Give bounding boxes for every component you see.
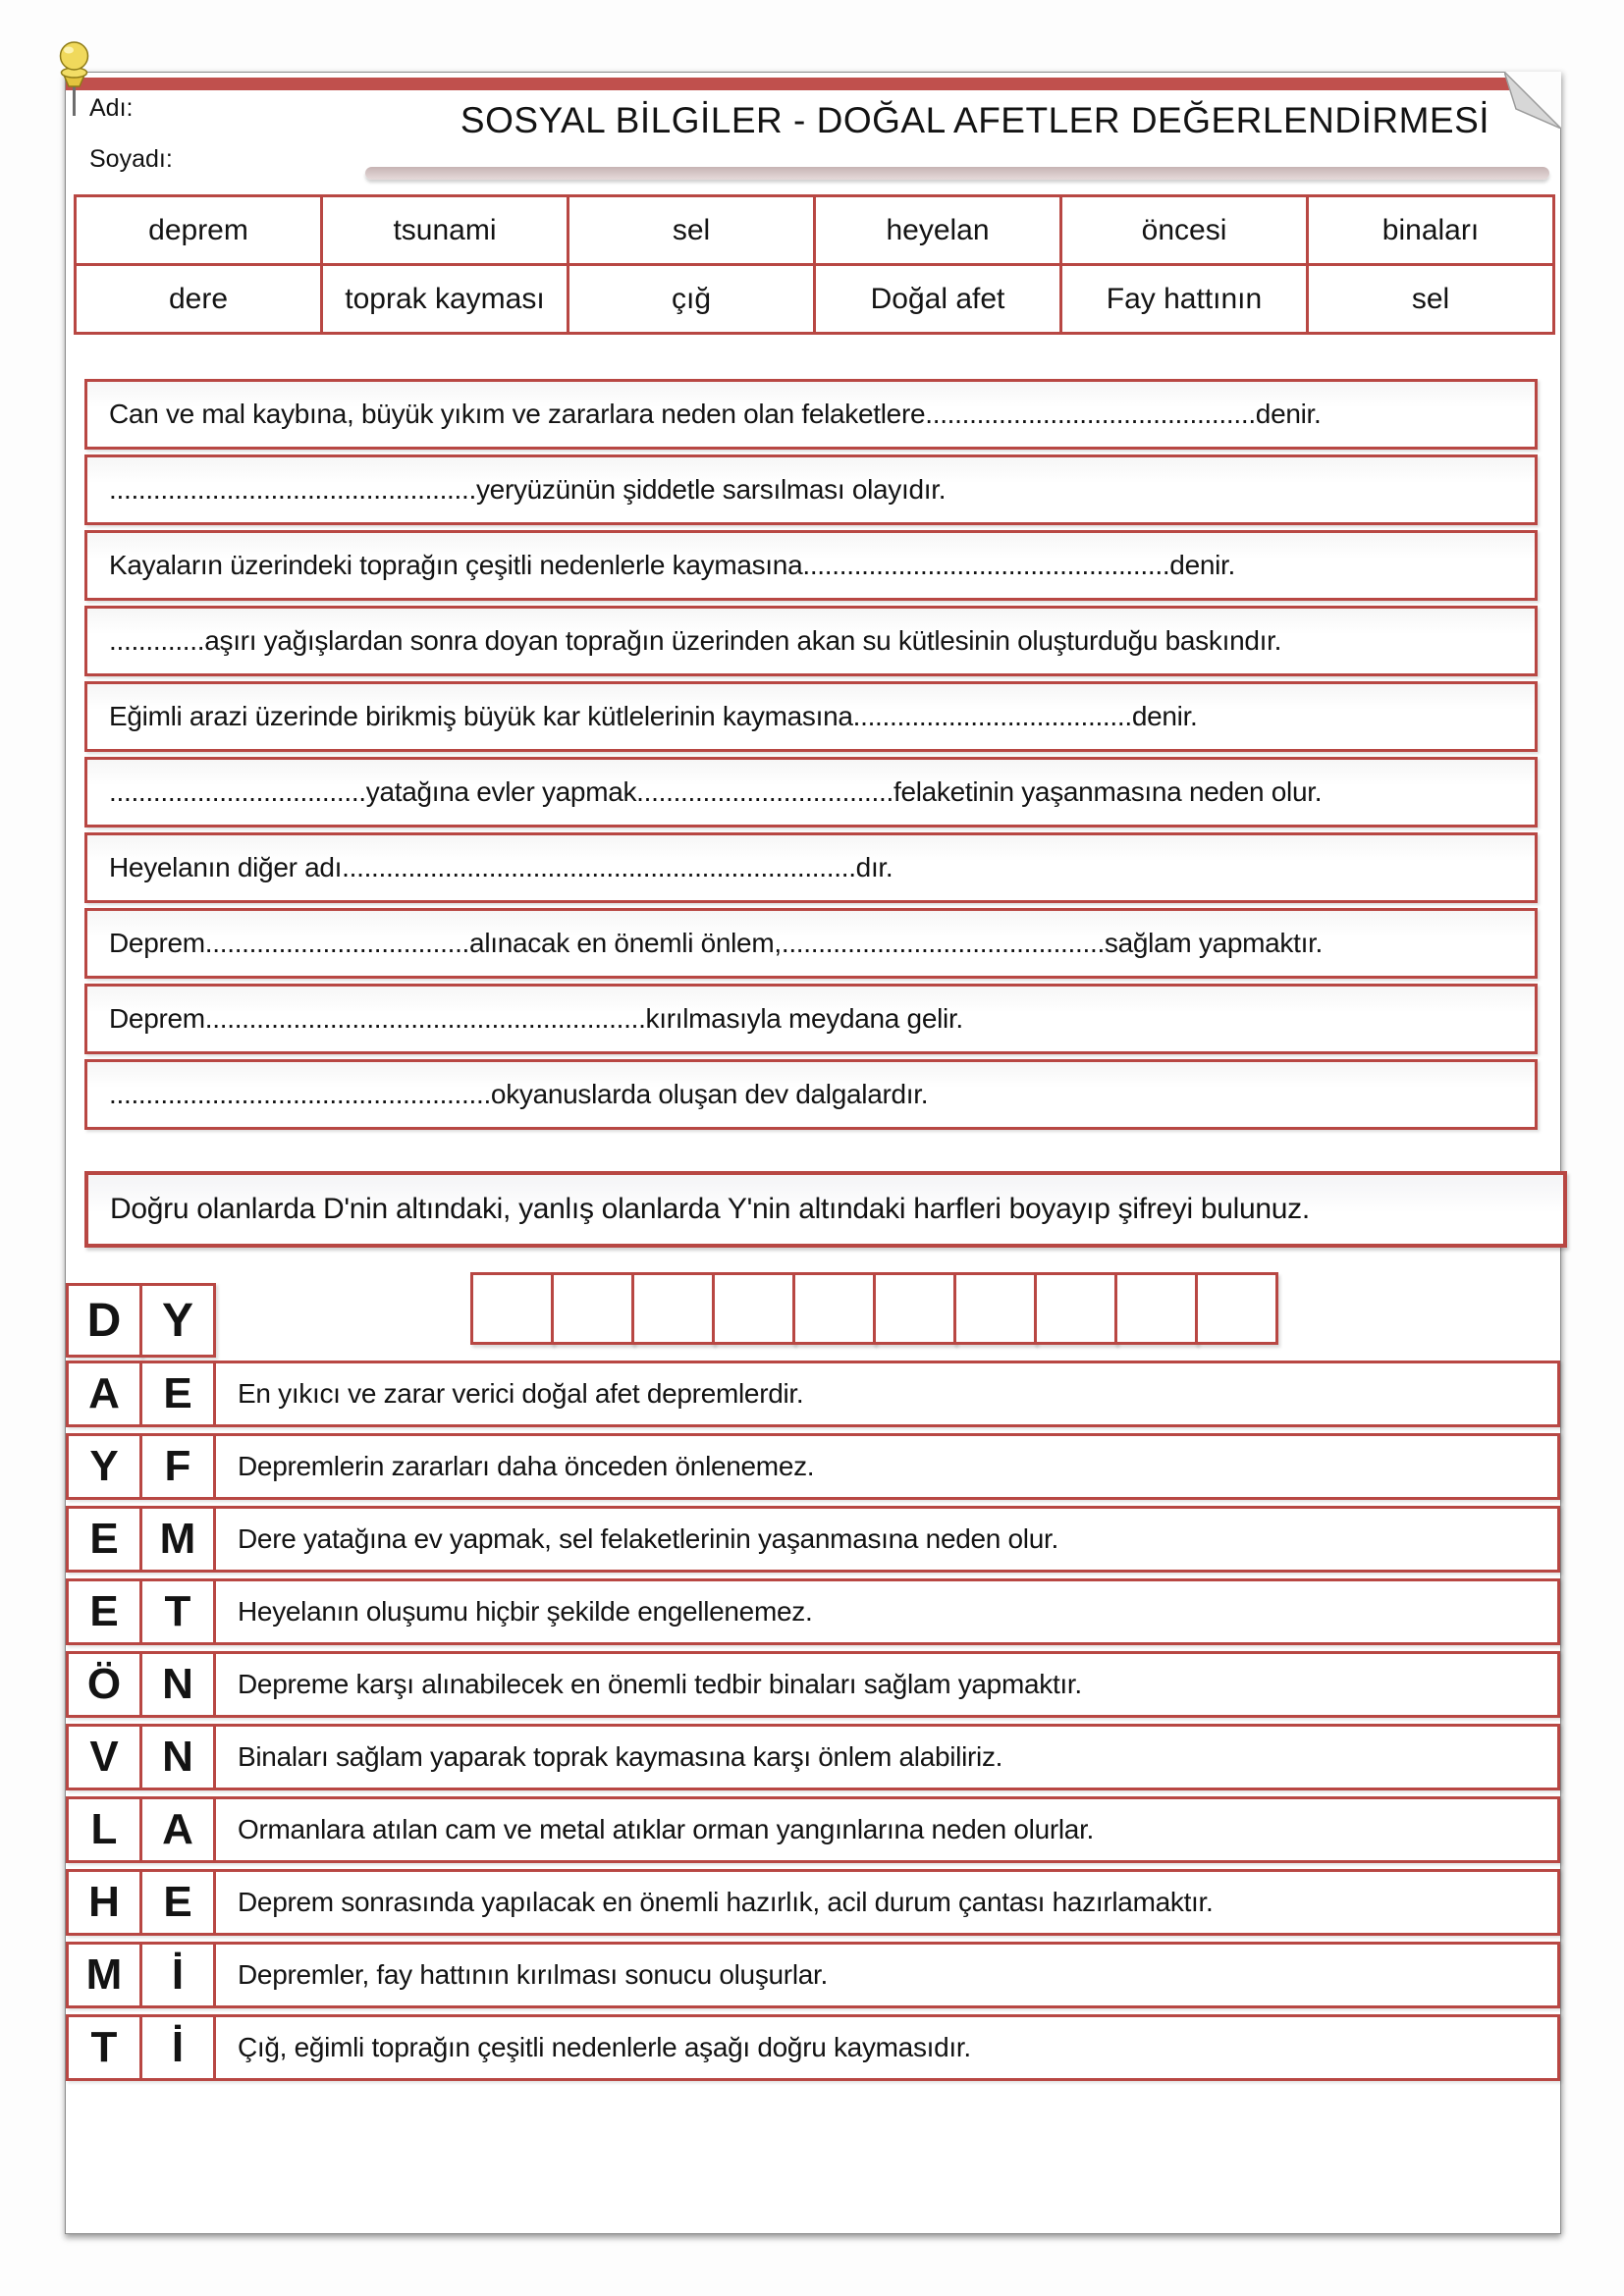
- cipher-answer-box[interactable]: [631, 1272, 715, 1345]
- fill-blank-sentence[interactable]: ..................................................yeryüzünün şiddetle sarsılması olayıdır.: [84, 454, 1538, 525]
- letter-cell-y[interactable]: E: [139, 1869, 216, 1936]
- word-bank-table: [74, 194, 1555, 335]
- dy-statement-row: [66, 1942, 1560, 2008]
- page-title: SOSYAL BİLGİLER - DOĞAL AFETLER DEĞERLENDİRMESİ: [460, 100, 1490, 140]
- fill-blank-sentence[interactable]: Heyelanın diğer adı......................................................................dır.: [84, 832, 1538, 903]
- cipher-answer-box[interactable]: [1195, 1272, 1278, 1345]
- word-bank-cell: çığ: [567, 263, 816, 335]
- word-bank-cell: Doğal afet: [813, 263, 1062, 335]
- word-bank-row: [74, 194, 1555, 266]
- letter-cell-d[interactable]: M: [66, 1942, 142, 2008]
- word-bank-cell: toprak kayması: [320, 263, 569, 335]
- fill-blank-sentence[interactable]: ...................................yatağına evler yapmak...................................felaketinin yaşanmasına neden olur.: [84, 757, 1538, 828]
- statement-text: Ormanlara atılan cam ve metal atıklar orman yangınlarına neden olurlar.: [213, 1796, 1560, 1863]
- cipher-answer-box[interactable]: [712, 1272, 795, 1345]
- pushpin-icon: [55, 37, 94, 122]
- letter-cell-y[interactable]: İ: [139, 2014, 216, 2081]
- statement-text: Depremlerin zararları daha önceden önlenemez.: [213, 1433, 1560, 1500]
- cipher-answer-box[interactable]: [1034, 1272, 1117, 1345]
- word-bank-row: [74, 263, 1555, 335]
- statement-text: Çığ, eğimli toprağın çeşitli nedenlerle aşağı doğru kaymasıdır.: [213, 2014, 1560, 2081]
- dy-statement-row: [66, 1651, 1560, 1718]
- cipher-answer-box[interactable]: [953, 1272, 1037, 1345]
- cipher-instruction: Doğru olanlarda D'nin altındaki, yanlış olanlarda Y'nin altındaki harfleri boyayıp şifreyi bulunuz.: [84, 1171, 1567, 1248]
- dy-statement-table: [66, 1361, 1560, 2087]
- fill-blank-sentence[interactable]: Eğimli arazi üzerinde birikmiş büyük kar kütlelerinin kaymasına......................................denir.: [84, 681, 1538, 752]
- statement-text: Deprem sonrasında yapılacak en önemli hazırlık, acil durum çantası hazırlamaktır.: [213, 1869, 1560, 1936]
- letter-cell-d[interactable]: T: [66, 2014, 142, 2081]
- top-accent-bar: [66, 78, 1560, 90]
- word-bank-cell: heyelan: [813, 194, 1062, 266]
- statement-text: Depremler, fay hattının kırılması sonucu oluşurlar.: [213, 1942, 1560, 2008]
- cipher-answer-box[interactable]: [873, 1272, 956, 1345]
- cipher-answer-box[interactable]: [551, 1272, 634, 1345]
- letter-cell-y[interactable]: T: [139, 1578, 216, 1645]
- fill-blank-sentence[interactable]: .............aşırı yağışlardan sonra doyan toprağın üzerinden akan su kütlesinin oluşturduğu baskındır.: [84, 606, 1538, 676]
- letter-cell-y[interactable]: N: [139, 1724, 216, 1790]
- letter-cell-d[interactable]: Ö: [66, 1651, 142, 1718]
- surname-label: Soyadı:: [89, 145, 173, 173]
- dy-statement-row: [66, 1578, 1560, 1645]
- fill-blank-sentence[interactable]: Can ve mal kaybına, büyük yıkım ve zararlara neden olan felaketlere.............................................denir.: [84, 379, 1538, 450]
- statement-text: Depreme karşı alınabilecek en önemli tedbir binaları sağlam yapmaktır.: [213, 1651, 1560, 1718]
- statement-text: Binaları sağlam yaparak toprak kaymasına karşı önlem alabiliriz.: [213, 1724, 1560, 1790]
- cipher-answer-box[interactable]: [792, 1272, 876, 1345]
- dy-statement-row: [66, 1506, 1560, 1573]
- word-bank-cell: dere: [74, 263, 323, 335]
- letter-cell-y[interactable]: İ: [139, 1942, 216, 2008]
- statement-text: En yıkıcı ve zarar verici doğal afet depremlerdir.: [213, 1361, 1560, 1427]
- fill-blank-sentence[interactable]: Kayaların üzerindeki toprağın çeşitli nedenlerle kaymasına..................................................denir.: [84, 530, 1538, 601]
- statement-text: Heyelanın oluşumu hiçbir şekilde engellenemez.: [213, 1578, 1560, 1645]
- letter-cell-d[interactable]: E: [66, 1506, 142, 1573]
- word-bank-cell: binaları: [1306, 194, 1555, 266]
- dy-header: [66, 1283, 216, 1358]
- cipher-answer-box[interactable]: [470, 1272, 554, 1345]
- letter-cell-y[interactable]: A: [139, 1796, 216, 1863]
- worksheet-sheet: [65, 72, 1561, 2234]
- letter-cell-d[interactable]: V: [66, 1724, 142, 1790]
- dy-statement-row: [66, 1724, 1560, 1790]
- word-bank-cell: sel: [1306, 263, 1555, 335]
- dy-statement-row: [66, 1869, 1560, 1936]
- word-bank-cell: öncesi: [1059, 194, 1309, 266]
- cipher-answer-box[interactable]: [1114, 1272, 1198, 1345]
- letter-cell-y[interactable]: E: [139, 1361, 216, 1427]
- statement-text: Dere yatağına ev yapmak, sel felaketlerinin yaşanmasına neden olur.: [213, 1506, 1560, 1573]
- fill-blank-sentence[interactable]: Deprem............................................................kırılmasıyla meydana gelir.: [84, 984, 1538, 1054]
- word-bank-cell: Fay hattının: [1059, 263, 1309, 335]
- fill-blank-sentence[interactable]: Deprem....................................alınacak en önemli önlem,............................................sağlam yapmaktır.: [84, 908, 1538, 979]
- dy-statement-row: [66, 1361, 1560, 1427]
- letter-cell-d[interactable]: L: [66, 1796, 142, 1863]
- letter-cell-d[interactable]: Y: [66, 1433, 142, 1500]
- dy-statement-row: [66, 2014, 1560, 2081]
- letter-cell-y[interactable]: N: [139, 1651, 216, 1718]
- name-label: Adı:: [89, 94, 134, 122]
- dy-header-true: D: [66, 1283, 142, 1358]
- letter-cell-y[interactable]: M: [139, 1506, 216, 1573]
- word-bank-cell: tsunami: [320, 194, 569, 266]
- fill-blanks-section: [84, 379, 1538, 1135]
- fill-blank-sentence[interactable]: ....................................................okyanuslarda oluşan dev dalgalardır.: [84, 1059, 1538, 1130]
- cipher-answer-row: [470, 1272, 1278, 1345]
- word-bank-cell: sel: [567, 194, 816, 266]
- dy-statement-row: [66, 1796, 1560, 1863]
- dy-statement-row: [66, 1433, 1560, 1500]
- title-underline-bar: [365, 167, 1549, 180]
- dy-header-false: Y: [139, 1283, 216, 1358]
- letter-cell-y[interactable]: F: [139, 1433, 216, 1500]
- letter-cell-d[interactable]: A: [66, 1361, 142, 1427]
- letter-cell-d[interactable]: H: [66, 1869, 142, 1936]
- word-bank-cell: deprem: [74, 194, 323, 266]
- letter-cell-d[interactable]: E: [66, 1578, 142, 1645]
